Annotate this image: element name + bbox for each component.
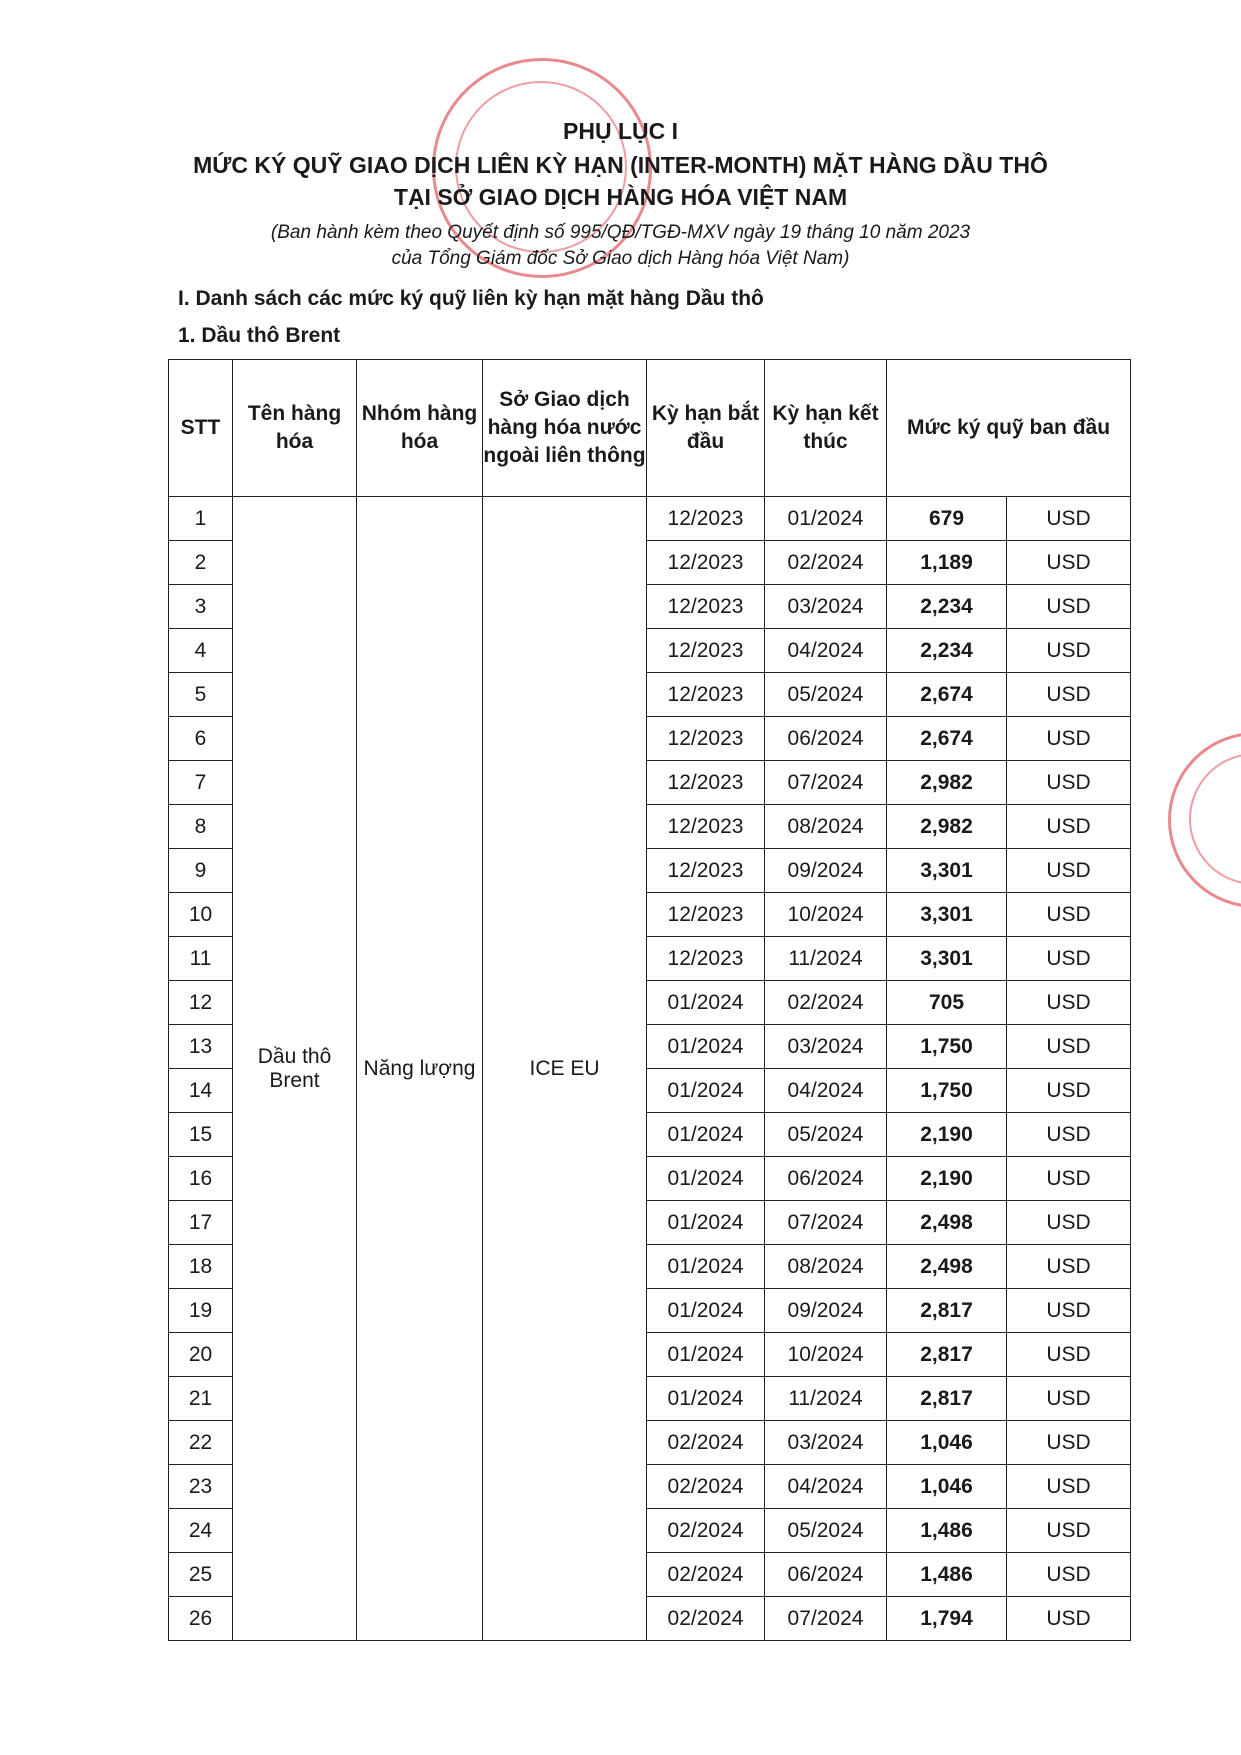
cell-stt: 23	[169, 1465, 233, 1509]
cell-currency: USD	[1007, 849, 1131, 893]
cell-end-term: 02/2024	[765, 541, 887, 585]
cell-amount: 2,190	[887, 1157, 1007, 1201]
document-subtitle-line1: MỨC KÝ QUỸ GIAO DỊCH LIÊN KỲ HẠN (INTER-MONTH) MẶT HÀNG DẦU THÔ	[193, 152, 1048, 178]
cell-start-term: 12/2023	[647, 805, 765, 849]
cell-amount: 2,817	[887, 1289, 1007, 1333]
cell-currency: USD	[1007, 805, 1131, 849]
cell-start-term: 01/2024	[647, 1289, 765, 1333]
document-subtitle-line2: TẠI SỞ GIAO DỊCH HÀNG HÓA VIỆT NAM	[393, 184, 848, 210]
cell-currency: USD	[1007, 673, 1131, 717]
decision-note-line1: (Ban hành kèm theo Quyết định số 995/QĐ/TGĐ-MXV ngày 19 tháng 10 năm 2023	[270, 222, 971, 243]
cell-end-term: 02/2024	[765, 981, 887, 1025]
cell-start-term: 12/2023	[647, 497, 765, 541]
cell-end-term: 01/2024	[765, 497, 887, 541]
cell-amount: 2,674	[887, 673, 1007, 717]
cell-stt: 25	[169, 1553, 233, 1597]
cell-amount: 2,190	[887, 1113, 1007, 1157]
cell-stt: 11	[169, 937, 233, 981]
cell-start-term: 02/2024	[647, 1597, 765, 1641]
cell-currency: USD	[1007, 1201, 1131, 1245]
cell-stt: 13	[169, 1025, 233, 1069]
cell-end-term: 06/2024	[765, 1157, 887, 1201]
cell-end-term: 03/2024	[765, 1421, 887, 1465]
subsection-heading: 1. Dầu thô Brent	[178, 324, 341, 347]
cell-amount: 1,189	[887, 541, 1007, 585]
cell-start-term: 12/2023	[647, 761, 765, 805]
cell-currency: USD	[1007, 1025, 1131, 1069]
cell-start-term: 02/2024	[647, 1553, 765, 1597]
cell-start-term: 01/2024	[647, 1157, 765, 1201]
cell-stt: 15	[169, 1113, 233, 1157]
header-group: Nhóm hàng hóa	[357, 360, 483, 497]
cell-amount: 1,486	[887, 1553, 1007, 1597]
cell-currency: USD	[1007, 1465, 1131, 1509]
cell-group: Năng lượng	[357, 497, 483, 1641]
cell-end-term: 08/2024	[765, 805, 887, 849]
cell-amount: 1,794	[887, 1597, 1007, 1641]
cell-end-term: 06/2024	[765, 717, 887, 761]
cell-end-term: 04/2024	[765, 1465, 887, 1509]
cell-currency: USD	[1007, 1289, 1131, 1333]
cell-exchange: ICE EU	[483, 497, 647, 1641]
cell-currency: USD	[1007, 1245, 1131, 1289]
cell-stt: 10	[169, 893, 233, 937]
cell-amount: 2,498	[887, 1201, 1007, 1245]
cell-stt: 12	[169, 981, 233, 1025]
section-heading: I. Danh sách các mức ký quỹ liên kỳ hạn mặt hàng Dầu thô	[178, 287, 764, 310]
cell-start-term: 12/2023	[647, 673, 765, 717]
decision-note-line2: của Tổng Giám đốc Sở Giao dịch Hàng hóa Việt Nam)	[391, 248, 850, 269]
cell-amount: 2,498	[887, 1245, 1007, 1289]
cell-amount: 3,301	[887, 849, 1007, 893]
cell-stt: 16	[169, 1157, 233, 1201]
cell-stt: 6	[169, 717, 233, 761]
cell-stt: 2	[169, 541, 233, 585]
cell-currency: USD	[1007, 1069, 1131, 1113]
cell-end-term: 08/2024	[765, 1245, 887, 1289]
cell-stt: 14	[169, 1069, 233, 1113]
cell-end-term: 05/2024	[765, 1509, 887, 1553]
cell-stt: 7	[169, 761, 233, 805]
cell-amount: 2,234	[887, 629, 1007, 673]
cell-start-term: 01/2024	[647, 1377, 765, 1421]
cell-currency: USD	[1007, 1113, 1131, 1157]
cell-amount: 1,046	[887, 1465, 1007, 1509]
cell-amount: 1,486	[887, 1509, 1007, 1553]
cell-end-term: 04/2024	[765, 629, 887, 673]
cell-amount: 1,046	[887, 1421, 1007, 1465]
cell-currency: USD	[1007, 1377, 1131, 1421]
header-product: Tên hàng hóa	[233, 360, 357, 497]
cell-end-term: 07/2024	[765, 761, 887, 805]
header-stt: STT	[169, 360, 233, 497]
cell-amount: 2,982	[887, 761, 1007, 805]
cell-currency: USD	[1007, 585, 1131, 629]
cell-currency: USD	[1007, 981, 1131, 1025]
header-exchange: Sở Giao dịch hàng hóa nước ngoài liên thông	[483, 360, 647, 497]
cell-end-term: 07/2024	[765, 1597, 887, 1641]
cell-end-term: 03/2024	[765, 1025, 887, 1069]
cell-start-term: 12/2023	[647, 717, 765, 761]
cell-start-term: 01/2024	[647, 1069, 765, 1113]
cell-stt: 4	[169, 629, 233, 673]
cell-end-term: 05/2024	[765, 673, 887, 717]
cell-end-term: 11/2024	[765, 1377, 887, 1421]
cell-amount: 705	[887, 981, 1007, 1025]
cell-currency: USD	[1007, 893, 1131, 937]
cell-end-term: 11/2024	[765, 937, 887, 981]
cell-end-term: 10/2024	[765, 893, 887, 937]
cell-amount: 679	[887, 497, 1007, 541]
cell-stt: 22	[169, 1421, 233, 1465]
cell-start-term: 01/2024	[647, 1333, 765, 1377]
cell-amount: 3,301	[887, 937, 1007, 981]
cell-currency: USD	[1007, 1597, 1131, 1641]
table-header-row	[169, 360, 1131, 497]
cell-start-term: 12/2023	[647, 893, 765, 937]
cell-amount: 1,750	[887, 1069, 1007, 1113]
cell-start-term: 12/2023	[647, 849, 765, 893]
cell-currency: USD	[1007, 497, 1131, 541]
cell-amount: 1,750	[887, 1025, 1007, 1069]
cell-start-term: 01/2024	[647, 981, 765, 1025]
cell-start-term: 12/2023	[647, 629, 765, 673]
cell-end-term: 10/2024	[765, 1333, 887, 1377]
cell-stt: 1	[169, 497, 233, 541]
cell-currency: USD	[1007, 717, 1131, 761]
cell-stt: 19	[169, 1289, 233, 1333]
cell-stt: 17	[169, 1201, 233, 1245]
edge-seal-stamp	[1168, 732, 1241, 908]
cell-currency: USD	[1007, 541, 1131, 585]
cell-end-term: 04/2024	[765, 1069, 887, 1113]
cell-amount: 2,234	[887, 585, 1007, 629]
cell-end-term: 03/2024	[765, 585, 887, 629]
cell-currency: USD	[1007, 1157, 1131, 1201]
header-initial-margin: Mức ký quỹ ban đầu	[887, 360, 1131, 497]
cell-start-term: 12/2023	[647, 541, 765, 585]
cell-end-term: 05/2024	[765, 1113, 887, 1157]
cell-stt: 26	[169, 1597, 233, 1641]
cell-currency: USD	[1007, 761, 1131, 805]
cell-stt: 20	[169, 1333, 233, 1377]
cell-currency: USD	[1007, 1509, 1131, 1553]
cell-currency: USD	[1007, 1333, 1131, 1377]
cell-stt: 5	[169, 673, 233, 717]
cell-start-term: 01/2024	[647, 1201, 765, 1245]
cell-currency: USD	[1007, 629, 1131, 673]
cell-start-term: 01/2024	[647, 1113, 765, 1157]
cell-start-term: 01/2024	[647, 1025, 765, 1069]
cell-product: Dầu thô Brent	[233, 497, 357, 1641]
cell-amount: 2,674	[887, 717, 1007, 761]
margin-table	[168, 359, 1131, 1641]
cell-end-term: 07/2024	[765, 1201, 887, 1245]
cell-start-term: 02/2024	[647, 1465, 765, 1509]
header-start-term: Kỳ hạn bắt đầu	[647, 360, 765, 497]
cell-amount: 2,817	[887, 1377, 1007, 1421]
cell-amount: 2,982	[887, 805, 1007, 849]
cell-start-term: 12/2023	[647, 937, 765, 981]
cell-start-term: 02/2024	[647, 1421, 765, 1465]
cell-amount: 2,817	[887, 1333, 1007, 1377]
cell-currency: USD	[1007, 937, 1131, 981]
cell-currency: USD	[1007, 1421, 1131, 1465]
cell-start-term: 02/2024	[647, 1509, 765, 1553]
cell-stt: 3	[169, 585, 233, 629]
cell-amount: 3,301	[887, 893, 1007, 937]
cell-stt: 8	[169, 805, 233, 849]
cell-stt: 18	[169, 1245, 233, 1289]
appendix-title: PHỤ LỤC I	[563, 118, 678, 144]
table-row	[169, 497, 1131, 541]
cell-end-term: 09/2024	[765, 849, 887, 893]
cell-stt: 24	[169, 1509, 233, 1553]
cell-currency: USD	[1007, 1553, 1131, 1597]
cell-stt: 21	[169, 1377, 233, 1421]
cell-end-term: 09/2024	[765, 1289, 887, 1333]
cell-end-term: 06/2024	[765, 1553, 887, 1597]
cell-stt: 9	[169, 849, 233, 893]
cell-start-term: 01/2024	[647, 1245, 765, 1289]
header-end-term: Kỳ hạn kết thúc	[765, 360, 887, 497]
cell-start-term: 12/2023	[647, 585, 765, 629]
